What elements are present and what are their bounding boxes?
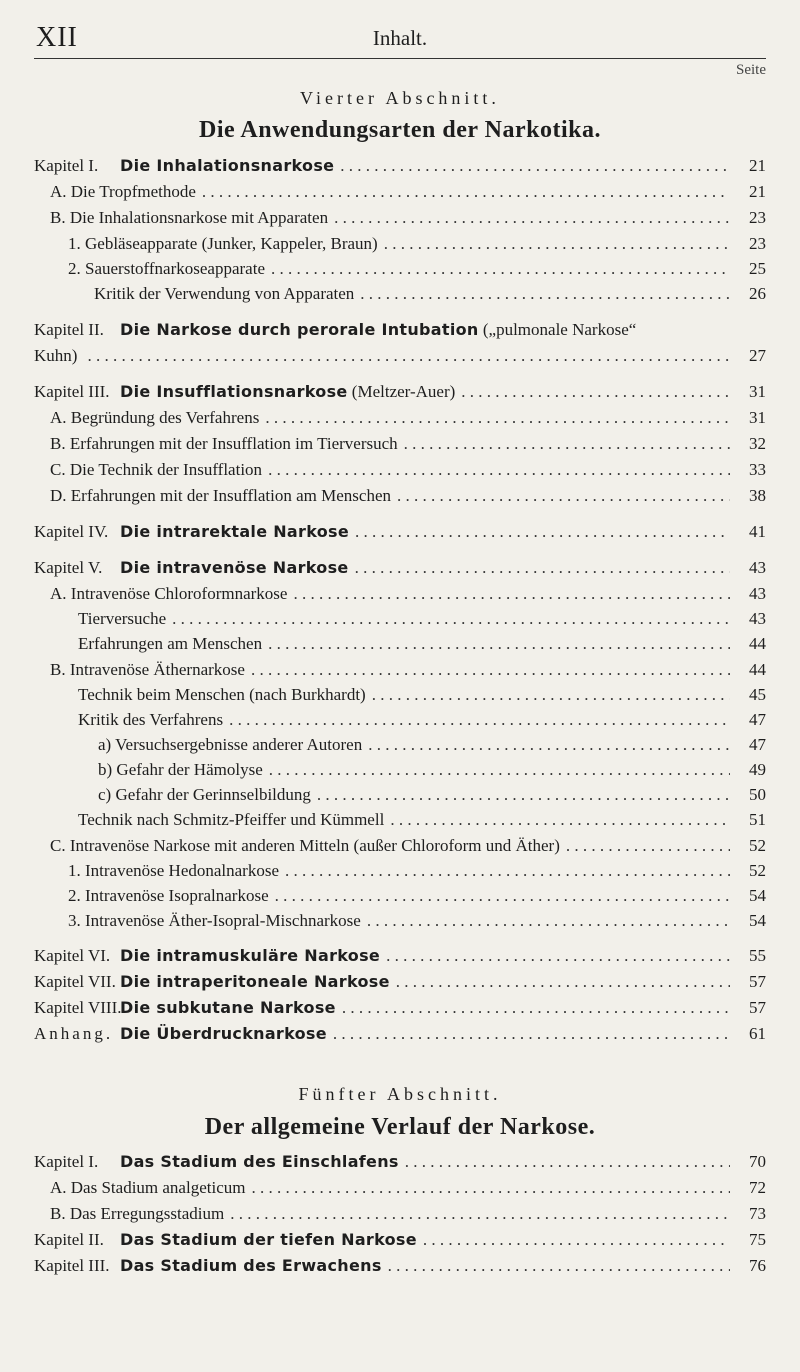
entry-text: Technik nach Schmitz-Pfeiffer und Kümmell [78,810,385,829]
dot-leader [317,785,730,805]
toc-entry [78,685,766,709]
entry-text: 2. Sauerstoffnarkoseapparate [68,259,265,278]
dot-leader [386,946,730,966]
toc-entry-label [50,1204,224,1224]
toc-entry [68,234,766,258]
page-number: 44 [749,634,766,653]
dot-leader [251,1178,730,1198]
toc-entry [34,320,766,344]
entry-text: A. Intravenöse Chloroformnarkose [50,584,288,603]
dot-leader [285,861,730,881]
toc-entry-label [34,156,334,176]
chapter-title: Die Überdrucknarkose [120,1024,327,1043]
running-title: Inhalt. [372,26,428,50]
toc-entry [98,785,766,809]
dot-leader [334,208,730,228]
page-number: 45 [749,685,766,704]
dot-leader [229,710,730,730]
dot-leader [230,1204,730,1224]
toc-entry-label [34,522,349,542]
page-number: 70 [749,1152,766,1171]
entry-text: Kuhn) [34,346,78,365]
toc-entry [34,972,766,996]
entry-text: Technik beim Menschen (nach Burkhardt) [78,685,366,704]
toc-entry [34,1152,766,1176]
page-number: 38 [749,486,766,505]
section4-title: Die Anwendungsarten der Narkotika. [199,117,601,143]
chapter-number: Kapitel II. [34,1230,104,1249]
toc-entry-label [78,634,262,654]
dot-leader [293,584,730,604]
toc-entry-label [78,685,366,705]
entry-text: C. Intravenöse Narkose mit anderen Mitteln (außer Chloroform und Äther) [50,836,560,855]
header-rule [34,58,766,59]
toc-entry-label [50,584,287,604]
toc-entry [50,182,766,206]
toc-entry-label [68,234,378,254]
toc-entry-label [98,760,263,780]
page-number: 54 [749,886,766,905]
toc-entry-label [50,434,398,454]
dot-leader [87,346,730,366]
entry-text: B. Die Inhalationsnarkose mit Apparaten [50,208,329,227]
entry-text: b) Gefahr der Hämolyse [98,760,263,779]
entry-text: Kritik des Verfahrens [78,710,224,729]
entry-text: 1. Intravenöse Hedonalnarkose [68,861,280,880]
chapter-number: Kapitel V. [34,558,103,577]
dot-leader [172,609,730,629]
dot-leader [271,259,730,279]
entry-text: („pulmonale Narkose“ [482,320,637,339]
toc-entry [34,1024,766,1048]
chapter-number: Kapitel III. [34,382,110,401]
toc-entry-label [68,259,265,279]
toc-entry [50,584,766,608]
dot-leader [384,234,730,254]
chapter-number: Kapitel II. [34,320,104,339]
entry-text: A. Das Stadium analgeticum [50,1178,246,1197]
chapter-title: Die intraperitoneale Narkose [120,972,390,991]
entry-text: 3. Intravenöse Äther-Isopral-Mischnarkose [68,911,361,930]
chapter-title: Die Insufflationsnarkose [120,382,348,401]
toc-entry [50,460,766,484]
page-header [0,0,800,60]
chapter-number: Kapitel I. [34,1152,99,1171]
page-number: 41 [749,522,766,541]
toc-entry-label [68,886,269,906]
entry-text: Erfahrungen am Menschen [78,634,263,653]
page-number: 33 [749,460,766,479]
section5-heading: Fünfter Abschnitt. [298,1084,502,1104]
page-number: 50 [749,785,766,804]
page-number: 43 [749,609,766,628]
toc-entry [78,634,766,658]
toc-entry-label [50,460,262,480]
toc-entry [34,156,766,180]
dot-leader [566,836,730,856]
chapter-title: Die subkutane Narkose [120,998,336,1017]
chapter-title: Die intravenöse Narkose [120,558,349,577]
dot-leader [202,182,730,202]
toc-entry [68,861,766,885]
dot-leader [251,660,730,680]
toc-entry-label [50,182,196,202]
toc-entry-label [34,1152,399,1172]
page-number-roman: XII [36,22,78,53]
chapter-title: Das Stadium des Erwachens [120,1256,382,1275]
page-number: 61 [749,1024,766,1043]
entry-text: c) Gefahr der Gerinnselbildung [98,785,311,804]
toc-entry [50,1204,766,1228]
toc-entry [34,1256,766,1280]
chapter-number: Kapitel VIII. [34,998,122,1017]
toc-entry [34,946,766,970]
toc-entry-label [34,1024,327,1044]
toc-entry-label [94,284,354,304]
toc-entry [34,998,766,1022]
toc-entry-label [78,609,166,629]
dot-leader [405,1152,730,1172]
dot-leader [367,911,730,931]
entry-text: B. Erfahrungen mit der Insufflation im Tierversuch [50,434,398,453]
toc-entry [68,911,766,935]
toc-entry-label [34,972,390,992]
chapter-title: Die intrarektale Narkose [120,522,349,541]
dot-leader [404,434,730,454]
page-number: 52 [749,861,766,880]
page-number: 31 [749,382,766,401]
page-number: 51 [749,810,766,829]
toc-entry-label [50,660,245,680]
dot-leader [269,760,730,780]
page-number: 73 [749,1204,766,1223]
entry-text: (Meltzer-Auer) [351,382,456,401]
dot-leader [265,408,730,428]
dot-leader [268,460,730,480]
toc-entry [50,1178,766,1202]
page-number: 32 [749,434,766,453]
dot-leader [275,886,730,906]
chapter-number: Kapitel VII. [34,972,116,991]
toc-entry-label [34,1256,382,1276]
dot-leader [372,685,730,705]
entry-text: a) Versuchsergebnisse anderer Autoren [98,735,363,754]
toc-entry [50,836,766,860]
toc-entry [34,522,766,546]
toc-entry [78,710,766,734]
toc-entry [94,284,766,308]
toc-entry [50,486,766,510]
toc-entry-label [34,346,77,366]
entry-text: D. Erfahrungen mit der Insufflation am Menschen [50,486,392,505]
entry-text: 2. Intravenöse Isopralnarkose [68,886,269,905]
dot-leader [355,558,730,578]
page-number: 72 [749,1178,766,1197]
page-number: 23 [749,208,766,227]
dot-leader [355,522,730,542]
entry-text: A. Begründung des Verfahrens [50,408,260,427]
entry-text: C. Die Technik der Insufflation [50,460,263,479]
toc-entry [34,558,766,582]
page-number: 27 [749,346,766,365]
dot-leader [397,486,730,506]
entry-text: A. Die Tropfmethode [50,182,196,201]
chapter-title: Die Narkose durch perorale Intubation [120,320,479,339]
toc-entry-label [50,486,391,506]
page-number: 54 [749,911,766,930]
page-number: 57 [749,998,766,1017]
toc-entry [68,259,766,283]
chapter-number: Kapitel I. [34,156,99,175]
dot-leader [368,735,730,755]
toc-entry-label [98,735,362,755]
toc-entry [98,735,766,759]
page-number: 55 [749,946,766,965]
entry-text: Tierversuche [78,609,167,628]
toc-entry-label [50,408,259,428]
toc-entry-label [68,861,279,881]
page-number: 47 [749,735,766,754]
section4-heading: Vierter Abschnitt. [300,88,500,108]
chapter-title: Das Stadium der tiefen Narkose [120,1230,417,1249]
toc-entry-label [34,998,336,1018]
dot-leader [360,284,730,304]
dot-leader [423,1230,730,1250]
toc-entry [34,382,766,406]
toc-entry [50,408,766,432]
toc-entry-label [34,946,380,966]
page-number: 57 [749,972,766,991]
toc-entry [78,609,766,633]
toc-entry-label [34,382,455,402]
page-number: 75 [749,1230,766,1249]
toc-entry [50,434,766,458]
page-number: 26 [749,284,766,303]
page-number: 31 [749,408,766,427]
toc-entry-label [50,836,560,856]
dot-leader [390,810,730,830]
page-number: 44 [749,660,766,679]
dot-leader [396,972,730,992]
page-number: 21 [749,156,766,175]
page-number: 47 [749,710,766,729]
page-number: 43 [749,558,766,577]
toc-entry-label [78,710,223,730]
page-number: 52 [749,836,766,855]
toc-entry-label [34,320,636,340]
page-number: 23 [749,234,766,253]
chapter-number: Kapitel IV. [34,522,109,541]
toc-entry [50,208,766,232]
entry-text: B. Intravenöse Äthernarkose [50,660,245,679]
toc-entry-label [34,1230,417,1250]
dot-leader [333,1024,730,1044]
page-column-label: Seite [736,62,766,78]
toc-entry-label [50,208,328,228]
chapter-title: Das Stadium des Einschlafens [120,1152,399,1171]
entry-text: Kritik der Verwendung von Apparaten [94,284,355,303]
dot-leader [388,1256,730,1276]
toc-entry-label [78,810,384,830]
toc-entry-label [98,785,311,805]
page-number: 25 [749,259,766,278]
dot-leader [340,156,730,176]
toc-entry-label [34,558,349,578]
toc-entry [68,886,766,910]
chapter-title: Die Inhalationsnarkose [120,156,335,175]
entry-text: 1. Gebläseapparate (Junker, Kappeler, Braun) [68,234,378,253]
chapter-number: Anhang. [34,1024,114,1043]
chapter-title: Die intramuskuläre Narkose [120,946,381,965]
toc-entry [34,346,766,370]
page-number: 21 [749,182,766,201]
toc-entry-label [68,911,361,931]
toc-entry [34,1230,766,1254]
toc-entry [98,760,766,784]
dot-leader [268,634,730,654]
chapter-number: Kapitel III. [34,1256,110,1275]
toc-entry [50,660,766,684]
entry-text: B. Das Erregungsstadium [50,1204,225,1223]
dot-leader [461,382,730,402]
toc-entry-label [50,1178,245,1198]
toc-entry [78,810,766,834]
section5-title: Der allgemeine Verlauf der Narkose. [204,1114,596,1140]
page-number: 76 [749,1256,766,1275]
dot-leader [342,998,730,1018]
page-number: 49 [749,760,766,779]
page-number: 43 [749,584,766,603]
chapter-number: Kapitel VI. [34,946,111,965]
